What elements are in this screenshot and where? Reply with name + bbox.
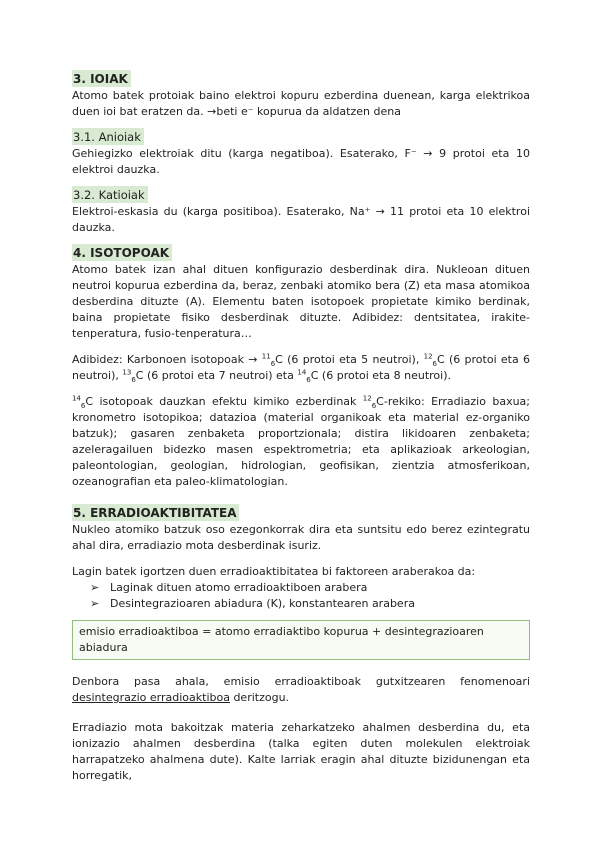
section-3-1-heading: 3.1. Anioiak <box>72 128 144 145</box>
isotope-c12: $^{12}_6$C <box>362 394 384 411</box>
section-4-paragraph-2: Adibidez: Karbonoen isotopoak → $^{11}_6$C (6 protoi eta 5 neutroi), $^{12}_6$C (6 protoi eta 6 neutroi), $^{13}_6$C (6 protoi eta 7 neutroi) eta $^{14}_6$C (6 protoi eta 8 neutroi). <box>72 352 530 385</box>
section-5-paragraph-2: Lagin batek igortzen duen erradioaktibitatea bi faktoreen araberakoa da: <box>72 565 476 578</box>
formula-box: emisio erradioaktiboa = atomo erradiaktibo kopurua + desintegrazioaren abiadura <box>72 620 530 660</box>
isotope-c13: $^{13}_6$C <box>122 368 144 385</box>
isotope-c11: $^{11}_6$C <box>261 352 283 369</box>
underlined-term: desintegrazio erradioaktiboa <box>72 691 230 704</box>
isotope-c14: $^{14}_6$C <box>72 394 94 411</box>
isotope-c12: $^{12}_6$C <box>423 352 445 369</box>
section-3-heading: 3. IOIAK <box>72 70 131 87</box>
section-3-body: Atomo batek protoiak baino elektroi kopuru ezberdina duenean, karga elektrikoa duen ioi bat eratzen da. →beti e⁻ kopurua da aldatzen dena <box>72 89 530 118</box>
list-item: ➢ Desintegrazioaren abiadura (K), konstantearen arabera <box>90 597 415 610</box>
isotope-c14: $^{14}_6$C <box>297 368 319 385</box>
arrow-bullet-icon: ➢ <box>90 597 100 610</box>
section-4-paragraph-1: Atomo batek izan ahal dituen konfigurazio desberdinak dira. Nukleoan dituen neutroi kopurua ezberdina da, beraz, zenbaki atomiko bera (Z) eta masa atomikoa desberdina dituzte (A). Elementu baten isotopoek propietate kimiko berdinak, baina propietate fisiko desberdinak dituzte. Adibidez: dentsitatea, irakite-tenperatura, fusio-tenperatura… <box>72 263 530 340</box>
document-page <box>72 70 530 784</box>
section-4-heading: 4. ISOTOPOAK <box>72 244 172 261</box>
arrow-bullet-icon: ➢ <box>90 581 100 594</box>
section-3-2-heading: 3.2. Katioiak <box>72 186 148 203</box>
factor-list <box>72 580 530 612</box>
section-5-heading: 5. ERRADIOAKTIBITATEA <box>72 504 239 521</box>
section-5-paragraph-4: Erradiazio mota bakoitzak materia zeharkatzeko ahalmen desberdina du, eta ionizazio ahalmen desberdina (talka egiten duten molekulen elektroiak harrapatzeko ahalmena dute). Kalte larriak eragin ahal dituzte bizidunengan eta horregatik, <box>72 721 530 782</box>
section-3-2-body: Elektroi-eskasia du (karga positiboa). Esaterako, Na⁺ → 11 protoi eta 10 elektroi dauzka. <box>72 205 530 234</box>
section-5-paragraph-1: Nukleo atomiko batzuk oso ezegonkorrak dira eta suntsitu edo berez ezintegratu ahal dira, erradiazio mota desberdinak isuriz. <box>72 523 530 552</box>
section-4-paragraph-3: $^{14}_6$C isotopoak dauzkan efektu kimiko ezberdinak $^{12}_6$C-rekiko: Erradiazio baxua; kronometro isotopikoa; datazioa (material organikoak eta material ez-organiko batzuk); gasaren zenbaketa proportzionala; distira likidoaren zenbaketa; azeleragailuen bidezko masen espektrometria; eta aplikazioak arkeologian, paleontologian, geologian, hidrologian, geofisikan, zientzia atmosferikoan, ozeanografian eta paleo-klimatologian. <box>72 394 530 488</box>
section-3-1-body: Gehiegizko elektroiak ditu (karga negatiboa). Esaterako, F⁻ → 9 protoi eta 10 elektroi dauzka. <box>72 147 530 176</box>
list-item: ➢ Laginak dituen atomo erradioaktiboen arabera <box>90 581 368 594</box>
section-5-paragraph-3: Denbora pasa ahala, emisio erradioaktiboak gutxitzearen fenomenoari desintegrazio erradioaktiboa deritzogu. <box>72 675 530 704</box>
